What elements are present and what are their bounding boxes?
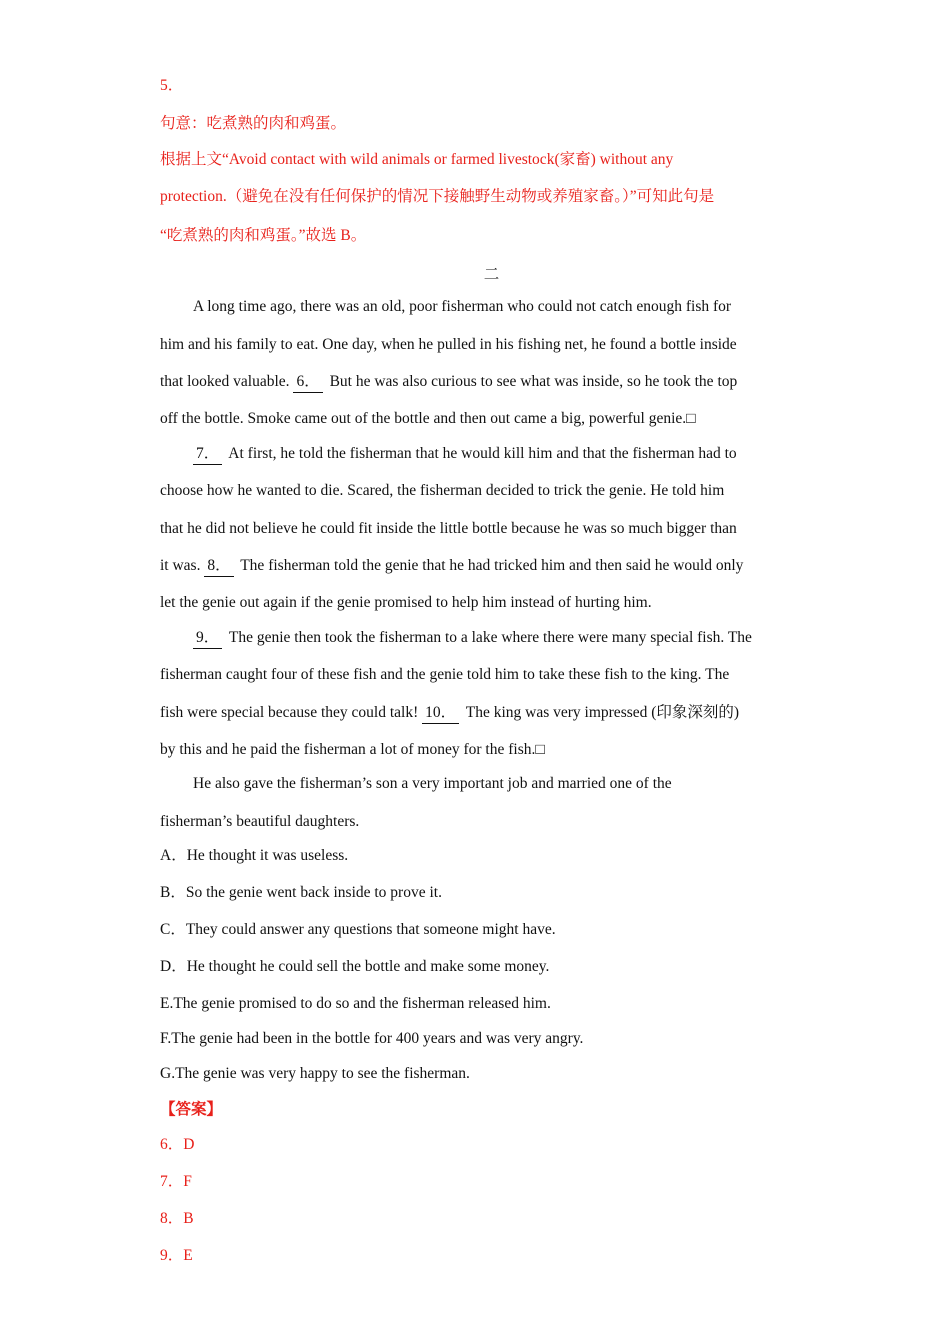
sentence-meaning: 句意：吃煮熟的肉和鸡蛋。 [160,115,347,132]
option-c: C．They could answer any questions that someone might have. [160,921,556,938]
passage-line [160,703,800,724]
answer-6: 6．D [160,1136,195,1153]
answer-7: 7．F [160,1173,192,1190]
passage-line: fisherman’s beautiful daughters. [160,813,360,830]
passage-line: him and his family to eat. One day, when he pulled in his fishing net, he found a bottle inside [160,336,737,353]
passage-line [160,556,800,577]
passage-line [193,628,800,649]
passage-line: He also gave the fisherman’s son a very important job and married one of the [193,775,672,792]
option-b: B．So the genie went back inside to prove it. [160,884,442,901]
passage-line: let the genie out again if the genie promised to help him instead of hurting him. [160,594,652,611]
passage-text: The genie then took the fisherman to a lake where there were many special fish. The [228,629,752,646]
blank-10[interactable]: 10． [422,703,459,724]
passage-line [160,372,800,393]
blank-8[interactable]: 8． [204,556,233,577]
passage-text: fish were special because they could talk! [160,704,419,721]
passage-text: it was. [160,557,201,574]
passage-line [193,444,800,465]
answer-header: 【答案】 [160,1101,223,1118]
passage-line: choose how he wanted to die. Scared, the fisherman decided to trick the genie. He told him [160,482,725,499]
option-g: G.The genie was very happy to see the fisherman. [160,1065,470,1082]
passage-line: fisherman caught four of these fish and the genie told him to take these fish to the king. The [160,666,730,683]
question-number: 5． [160,77,184,94]
answer-9: 9．E [160,1247,193,1264]
option-e: E.The genie promised to do so and the fisherman released him. [160,995,551,1012]
analysis-line-2: protection.（避免在没有任何保护的情况下接触野生动物或养殖家畜。）”可知此句是 [160,188,715,205]
blank-7[interactable]: 7． [193,444,222,465]
passage-line: by this and he paid the fisherman a lot of money for the fish.□ [160,741,545,758]
analysis-line-3: “吃煮熟的肉和鸡蛋。”故选 B。 [160,227,367,244]
analysis-line-1: 根据上文“Avoid contact with wild animals or farmed livestock(家畜) without any [160,151,674,168]
passage-text: The king was very impressed (印象深刻的) [465,704,740,721]
option-f: F.The genie had been in the bottle for 400 years and was very angry. [160,1030,584,1047]
passage-text: The fisherman told the genie that he had tricked him and then said he would only [240,557,744,574]
passage-line: that he did not believe he could fit inside the little bottle because he was so much bigger than [160,520,737,537]
passage-text: that looked valuable. [160,373,290,390]
blank-6[interactable]: 6． [293,372,322,393]
passage-line: A long time ago, there was an old, poor fisherman who could not catch enough fish for [193,298,732,315]
answer-8: 8．B [160,1210,194,1227]
section-title: 二 [483,266,500,283]
passage-line: off the bottle. Smoke came out of the bottle and then out came a big, powerful genie.□ [160,410,696,427]
passage-text: At first, he told the fisherman that he would kill him and that the fisherman had to [228,445,737,462]
passage-text: But he was also curious to see what was inside, so he took the top [329,373,738,390]
blank-9[interactable]: 9． [193,628,222,649]
option-a: A．He thought it was useless. [160,847,349,864]
option-d: D．He thought he could sell the bottle and make some money. [160,958,550,975]
